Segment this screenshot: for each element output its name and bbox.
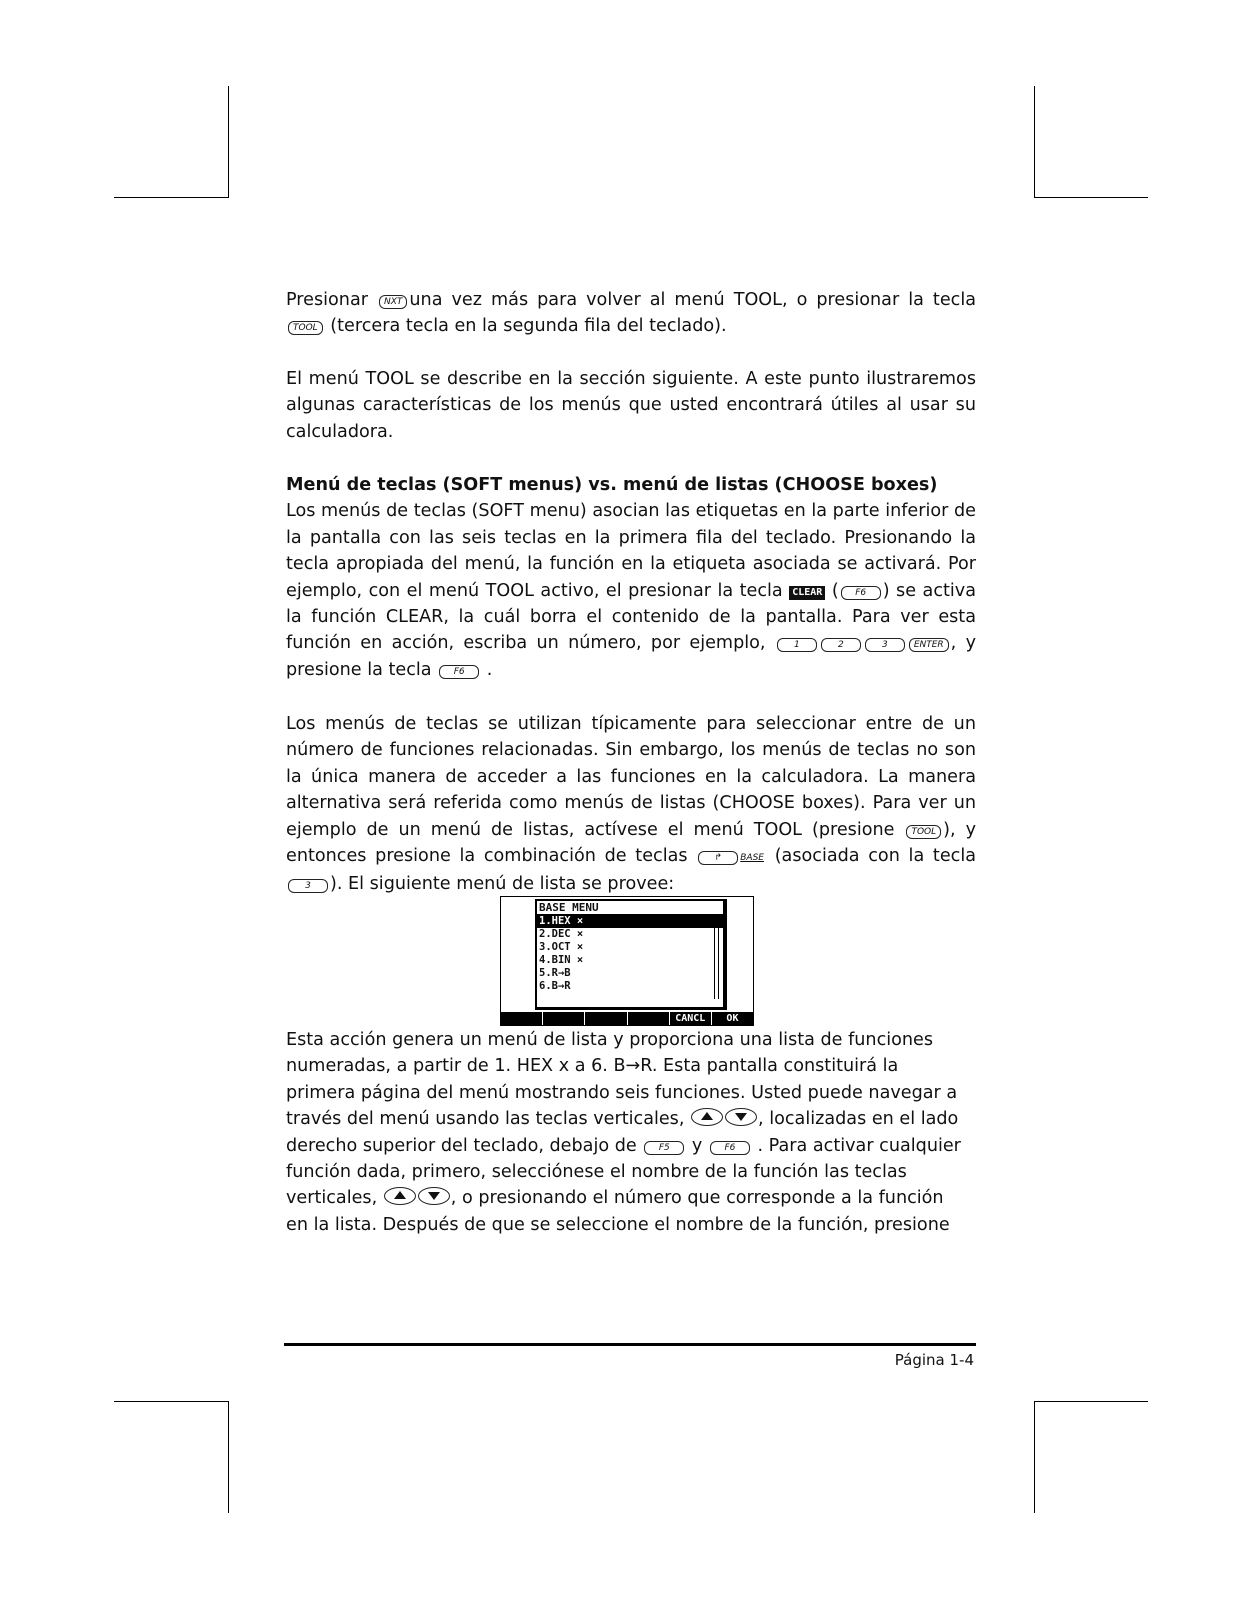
paragraph-2 — [286, 366, 976, 445]
softkey-ok: OK — [726, 1013, 739, 1024]
p5-text-c: y — [686, 1135, 708, 1156]
crop-mark-tr-h — [1034, 197, 1148, 198]
crop-mark-tr-v — [1034, 86, 1035, 198]
key-3-b: 3 — [288, 879, 328, 893]
key-2: 2 — [821, 638, 861, 652]
p4-text-c: (asociada con la tecla — [765, 846, 976, 867]
f6-key-2: F6 — [439, 665, 479, 679]
footer-rule — [284, 1343, 976, 1346]
choose-box — [535, 899, 727, 1010]
p4-text-d: ). El siguiente menú de lista se provee: — [330, 874, 675, 895]
choose-item-3: 3.OCT × — [539, 941, 584, 953]
p5-text-a: Esta acción genera un menú de lista y proporciona una lista de funciones numeradas, a partir de 1. HEX x a 6. B→R. Esta pantalla constituirá la primera página del menú mostrando seis funciones. Usted puede navegar a través del menú usando las teclas verticales, — [286, 1030, 958, 1130]
key-3: 3 — [865, 638, 905, 652]
softkey-cancl: CANCL — [670, 1012, 712, 1025]
crop-mark-br-v — [1034, 1401, 1035, 1513]
p3-text-c: ) se activa la función CLEAR, la cuál borra el contenido de la pantalla. Para ver esta función en acción, escriba un número, por ejemplo, — [286, 580, 976, 654]
softkey-4 — [628, 1012, 670, 1025]
p4-text-a: Los menús de teclas se utilizan típicamente para seleccionar entre de un número de funciones relacionadas. Sin embargo, los menús de teclas no son la única manera de acceder a las funciones en la calculadora. La manera alternativa será referida como menús de listas (CHOOSE boxes). Para ver un ejemplo de un menú de listas, actívese el menú TOOL (presione — [286, 714, 976, 840]
paragraph-4 — [286, 711, 976, 898]
crop-mark-bl-v — [228, 1401, 229, 1513]
up-arrow-key-icon — [691, 1108, 723, 1126]
choose-item-2: 2.DEC × — [539, 928, 584, 940]
p3-text-d: , y presione la tecla — [286, 633, 976, 680]
f6-key: F6 — [841, 586, 881, 600]
nxt-key: NXT — [379, 295, 407, 309]
choose-box-scrollbar — [714, 917, 719, 999]
right-shift-key: ↱ — [698, 851, 738, 865]
p1-text-b: una vez más para volver al menú TOOL, o presionar la tecla — [409, 290, 976, 310]
p3-text-e: . — [481, 659, 493, 680]
down-arrow-key-icon — [725, 1108, 757, 1126]
up-arrow-key-icon-2 — [384, 1187, 416, 1205]
p5-text-d: . Para activar cualquier función dada, primero, selecciónese el nombre de la función las teclas verticales, — [286, 1135, 961, 1209]
choose-item-5: 5.R→B — [539, 967, 571, 979]
p5-text-e: , o presionando el número que corresponde a la función en la lista. Después de que se seleccione el nombre de la función, presione — [286, 1188, 950, 1235]
softkey-2 — [543, 1012, 585, 1025]
f5-key: F5 — [644, 1141, 684, 1155]
crop-mark-tl-v — [228, 86, 229, 198]
p1-text-c: (tercera tecla en la segunda fila del teclado). — [324, 316, 727, 337]
softkey-3 — [585, 1012, 627, 1025]
tool-key: TOOL — [288, 321, 323, 335]
p1-text-a: Presionar — [286, 290, 377, 310]
crop-mark-bl-h — [114, 1401, 228, 1402]
p5-text-b: , localizadas en el lado derecho superior del teclado, debajo de — [286, 1109, 959, 1156]
crop-mark-br-h — [1034, 1401, 1148, 1402]
paragraph-3 — [286, 472, 976, 683]
f6-key-3: F6 — [710, 1141, 750, 1155]
softkey-1 — [501, 1012, 543, 1025]
section-heading: Menú de teclas (SOFT menus) vs. menú de listas (CHOOSE boxes) — [286, 475, 938, 495]
key-1: 1 — [777, 638, 817, 652]
clear-softkey-label: CLEAR — [789, 586, 825, 600]
calculator-screen — [500, 896, 754, 1026]
p3-text-b: ( — [825, 580, 839, 601]
choose-box-title: BASE MENU — [537, 901, 723, 915]
screen-softkey-bar — [501, 1012, 753, 1025]
crop-mark-tl-h — [114, 197, 228, 198]
choose-item-1: 1.HEX × — [537, 915, 723, 928]
p2-text: El menú TOOL se describe en la sección siguiente. A este punto ilustraremos algunas características de los menús que usted encontrará útiles al usar su calculadora. — [286, 369, 976, 442]
p4-text-b: ), y entonces presione la combinación de teclas — [286, 819, 976, 867]
p3-text-a: Los menús de teclas (SOFT menu) asocian las etiquetas en la parte inferior de la pantalla con las seis teclas en la primera fila del teclado. Presionando la tecla apropiada del menú, la función en la etiqueta asociada se activará. Por ejemplo, con el menú TOOL activo, el presionar la tecla — [286, 501, 976, 601]
tool-key-2: TOOL — [906, 825, 941, 839]
page-number: Página 1-4 — [894, 1351, 974, 1369]
paragraph-5 — [286, 1027, 966, 1238]
choose-item-6: 6.B→R — [539, 980, 571, 992]
enter-key: ENTER — [909, 638, 949, 652]
paragraph-1 — [286, 287, 976, 340]
down-arrow-key-icon-2 — [418, 1187, 450, 1205]
base-key-label: BASE — [740, 853, 764, 864]
choose-item-4: 4.BIN × — [539, 954, 584, 966]
